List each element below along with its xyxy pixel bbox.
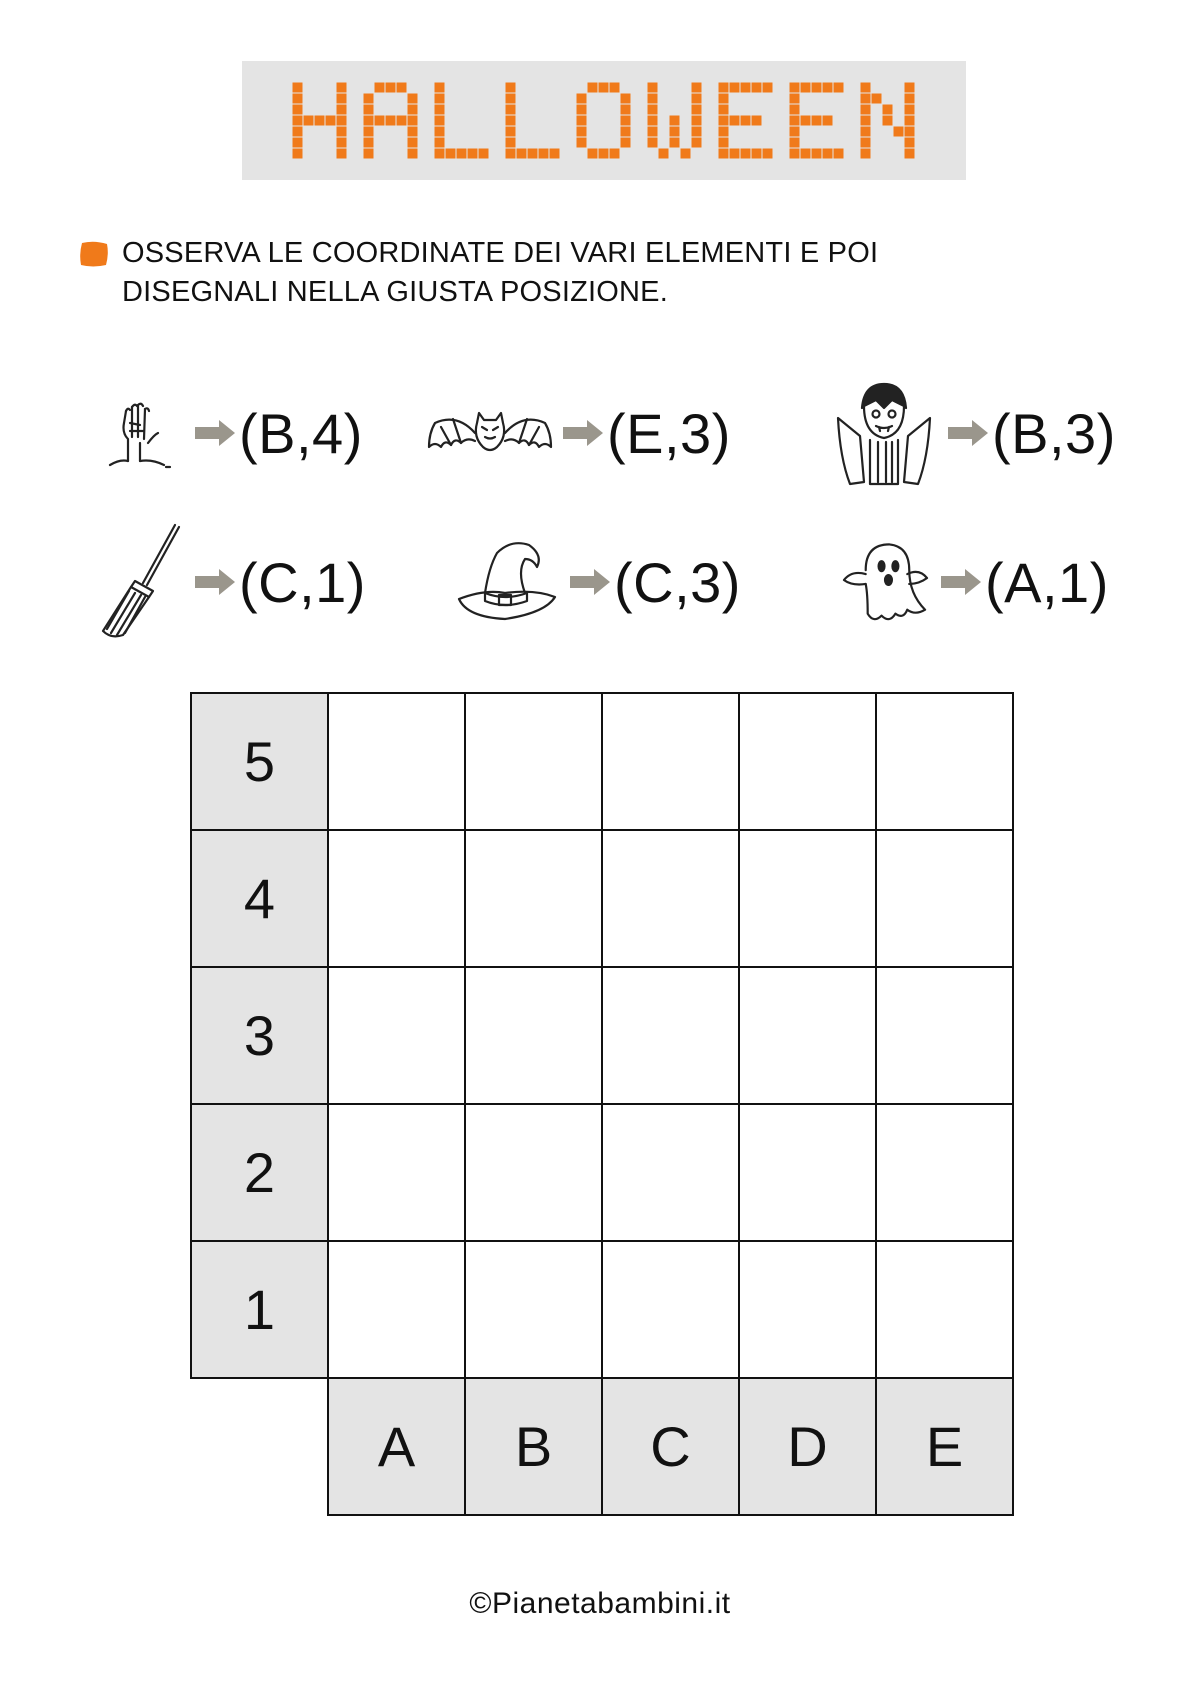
arrow-right-icon [568, 567, 612, 597]
grid-cell-A3[interactable] [327, 966, 466, 1105]
clue-witch-hat [452, 527, 741, 637]
grid-cell-B1[interactable] [464, 1240, 603, 1379]
clue-ghost [838, 527, 1109, 637]
arrow-right-icon [561, 418, 605, 448]
column-label-B: B [464, 1377, 603, 1516]
broom-icon [92, 527, 187, 637]
instruction-text [122, 234, 1022, 312]
bat-icon [425, 378, 555, 488]
grid-cell-D4[interactable] [738, 829, 877, 968]
clue-vampire [828, 378, 1116, 488]
grid-cell-D1[interactable] [738, 1240, 877, 1379]
row-label-4: 4 [190, 829, 329, 968]
grid-cell-D2[interactable] [738, 1103, 877, 1242]
grid-cell-A5[interactable] [327, 692, 466, 831]
coordinate-label: (B,3) [992, 401, 1116, 465]
grid-cell-A2[interactable] [327, 1103, 466, 1242]
copyright-footer: ©Pianetabambini.it [469, 1587, 731, 1620]
grid-cell-B3[interactable] [464, 966, 603, 1105]
row-label-2: 2 [190, 1103, 329, 1242]
grid-cell-B2[interactable] [464, 1103, 603, 1242]
grid-cell-C2[interactable] [601, 1103, 740, 1242]
grid-cell-D5[interactable] [738, 692, 877, 831]
zombie-hand-icon [92, 378, 187, 488]
column-label-C: C [601, 1377, 740, 1516]
witch-hat-icon [452, 527, 562, 637]
grid-cell-C5[interactable] [601, 692, 740, 831]
grid-cell-A4[interactable] [327, 829, 466, 968]
column-label-D: D [738, 1377, 877, 1516]
grid-cell-E4[interactable] [875, 829, 1014, 968]
grid-cell-D3[interactable] [738, 966, 877, 1105]
coordinate-label: (A,1) [985, 550, 1109, 614]
clue-zombie-hand [92, 378, 363, 488]
grid-cell-B5[interactable] [464, 692, 603, 831]
coordinate-label: (C,1) [239, 550, 366, 614]
grid-cell-E1[interactable] [875, 1240, 1014, 1379]
page-title [284, 81, 924, 161]
instruction-line-1: OSSERVA LE COORDINATE DEI VARI ELEMENTI E POI [122, 237, 879, 269]
grid-cell-A1[interactable] [327, 1240, 466, 1379]
row-label-1: 1 [190, 1240, 329, 1379]
row-label-3: 3 [190, 966, 329, 1105]
grid-cell-B4[interactable] [464, 829, 603, 968]
grid-cell-E2[interactable] [875, 1103, 1014, 1242]
coordinate-label: (E,3) [607, 401, 731, 465]
grid-cell-C3[interactable] [601, 966, 740, 1105]
ghost-icon [838, 527, 933, 637]
title-banner [242, 61, 966, 180]
grid-cell-E5[interactable] [875, 692, 1014, 831]
column-label-A: A [327, 1377, 466, 1516]
coordinate-label: (C,3) [614, 550, 741, 614]
clue-bat [425, 378, 731, 488]
arrow-right-icon [939, 567, 983, 597]
vampire-icon [828, 378, 940, 488]
clue-broom [92, 527, 366, 637]
grid-cell-C4[interactable] [601, 829, 740, 968]
arrow-right-icon [946, 418, 990, 448]
arrow-right-icon [193, 567, 237, 597]
instruction-line-2: DISEGNALI NELLA GIUSTA POSIZIONE. [122, 276, 668, 308]
grid-cell-C1[interactable] [601, 1240, 740, 1379]
orange-bullet-icon [78, 240, 110, 268]
coordinate-label: (B,4) [239, 401, 363, 465]
row-label-5: 5 [190, 692, 329, 831]
arrow-right-icon [193, 418, 237, 448]
grid-cell-E3[interactable] [875, 966, 1014, 1105]
column-label-E: E [875, 1377, 1014, 1516]
